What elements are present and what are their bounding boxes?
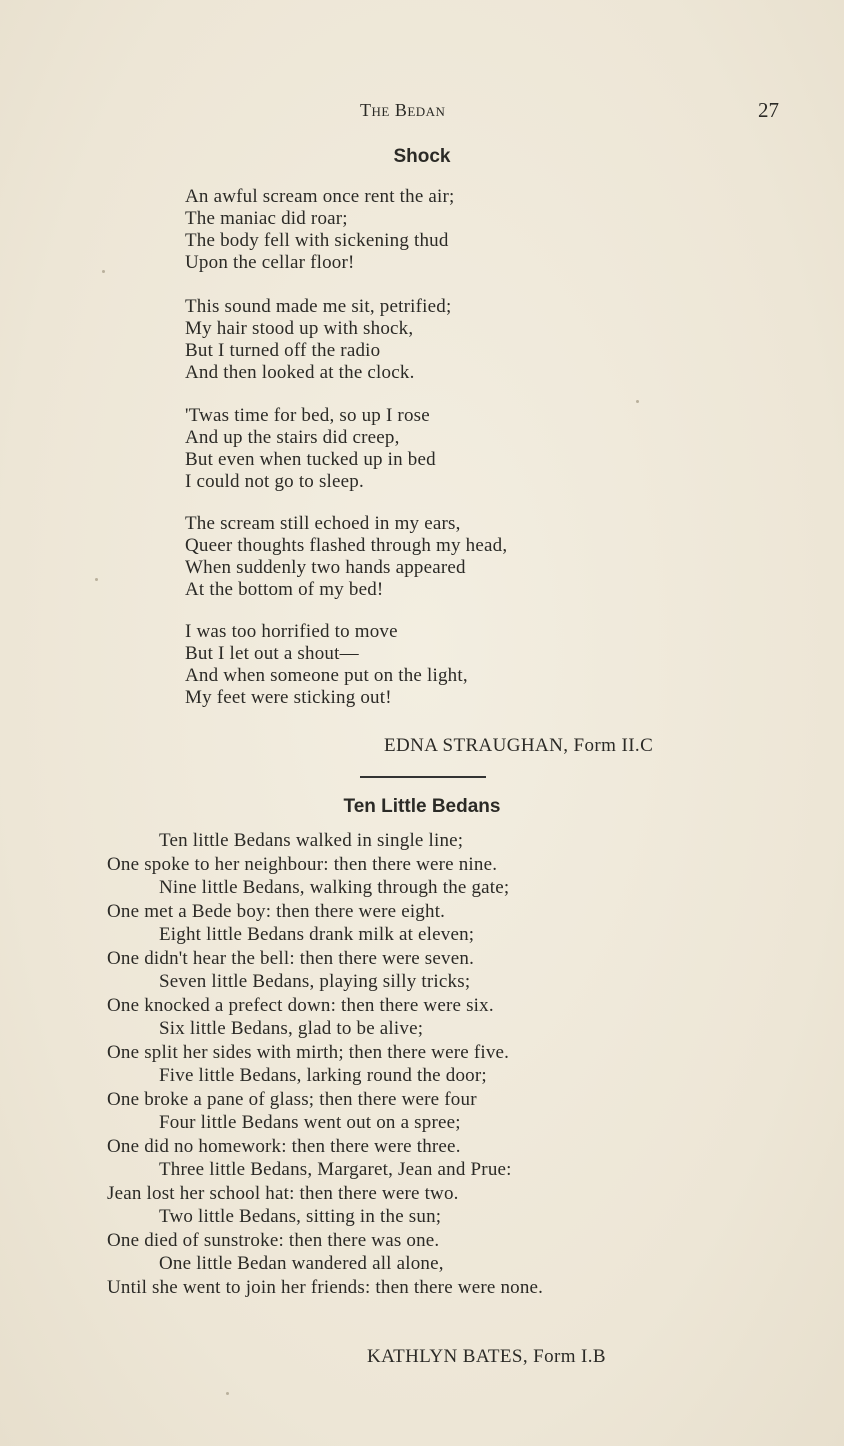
poem-line: My feet were sticking out! xyxy=(185,687,392,708)
stanza-5 xyxy=(185,621,468,709)
running-head xyxy=(0,100,844,124)
poem-line: When suddenly two hands appeared xyxy=(185,557,466,578)
poem-line: One spoke to her neighbour: then there were nine. xyxy=(107,853,498,875)
paper-speck xyxy=(95,578,98,581)
poem-title-ten-little-bedans: Ten Little Bedans xyxy=(343,796,501,817)
poem-line: One little Bedan wandered all alone, xyxy=(159,1253,444,1274)
poem-line: At the bottom of my bed! xyxy=(185,579,384,600)
poem-line: The scream still echoed in my ears, xyxy=(185,513,461,534)
poem-line: One didn't hear the bell: then there were seven. xyxy=(107,947,475,969)
poem-line: One did no homework: then there were three. xyxy=(107,1135,461,1157)
running-title: The Bedan xyxy=(360,100,446,120)
poem-line: Queer thoughts flashed through my head, xyxy=(185,535,508,556)
poem-line: And up the stairs did creep, xyxy=(185,427,400,448)
poem-line: Until she went to join her friends: then there were none. xyxy=(107,1276,544,1298)
poem-line: Three little Bedans, Margaret, Jean and Prue: xyxy=(159,1159,512,1180)
paper-speck xyxy=(102,270,105,273)
author-kathlyn-bates: KATHLYN BATES, Form I.B xyxy=(367,1346,606,1367)
poem-line: The body fell with sickening thud xyxy=(185,230,449,251)
poem-line: One met a Bede boy: then there were eight. xyxy=(107,900,446,922)
author-edna-straughan: EDNA STRAUGHAN, Form II.C xyxy=(384,735,654,756)
stanza-2 xyxy=(185,296,451,384)
poem-line: But I turned off the radio xyxy=(185,340,381,361)
poem-line: But I let out a shout— xyxy=(185,643,359,664)
poem-line: Seven little Bedans, playing silly tricks; xyxy=(159,971,471,992)
poem-line: This sound made me sit, petrified; xyxy=(185,296,452,317)
stanza-1 xyxy=(185,186,455,274)
poem-line: My hair stood up with shock, xyxy=(185,318,414,339)
poem-line: I could not go to sleep. xyxy=(185,471,364,492)
poem-line: Five little Bedans, larking round the door; xyxy=(159,1065,487,1086)
poem-line: Eight little Bedans drank milk at eleven; xyxy=(159,924,475,945)
poem-line: One broke a pane of glass; then there were four xyxy=(107,1088,477,1110)
poem-line: Six little Bedans, glad to be alive; xyxy=(159,1018,424,1039)
poem-line: I was too horrified to move xyxy=(185,621,398,642)
poem-title-shock: Shock xyxy=(393,146,451,167)
poem-line: Jean lost her school hat: then there were two. xyxy=(107,1182,459,1204)
paper-speck xyxy=(636,400,639,403)
poem-line: But even when tucked up in bed xyxy=(185,449,436,470)
divider-rule xyxy=(360,776,486,778)
poem-line: Four little Bedans went out on a spree; xyxy=(159,1112,461,1133)
poem-ten-little-bedans xyxy=(107,829,543,1299)
poem-line: An awful scream once rent the air; xyxy=(185,186,455,207)
poem-line: 'Twas time for bed, so up I rose xyxy=(185,405,430,426)
paper-speck xyxy=(226,1392,229,1395)
poem-line: And then looked at the clock. xyxy=(185,362,415,383)
poem-line: And when someone put on the light, xyxy=(185,665,468,686)
poem-line: Nine little Bedans, walking through the gate; xyxy=(159,877,510,898)
poem-line: Ten little Bedans walked in single line; xyxy=(159,830,464,851)
poem-line: One died of sunstroke: then there was one. xyxy=(107,1229,440,1251)
poem-line: One split her sides with mirth; then there were five. xyxy=(107,1041,510,1063)
poem-line: Upon the cellar floor! xyxy=(185,252,355,273)
stanza-3 xyxy=(185,405,436,493)
page-number: 27 xyxy=(758,98,779,122)
poem-line: One knocked a prefect down: then there were six. xyxy=(107,994,494,1016)
stanza-4 xyxy=(185,513,507,601)
poem-line: The maniac did roar; xyxy=(185,208,348,229)
poem-line: Two little Bedans, sitting in the sun; xyxy=(159,1206,442,1227)
